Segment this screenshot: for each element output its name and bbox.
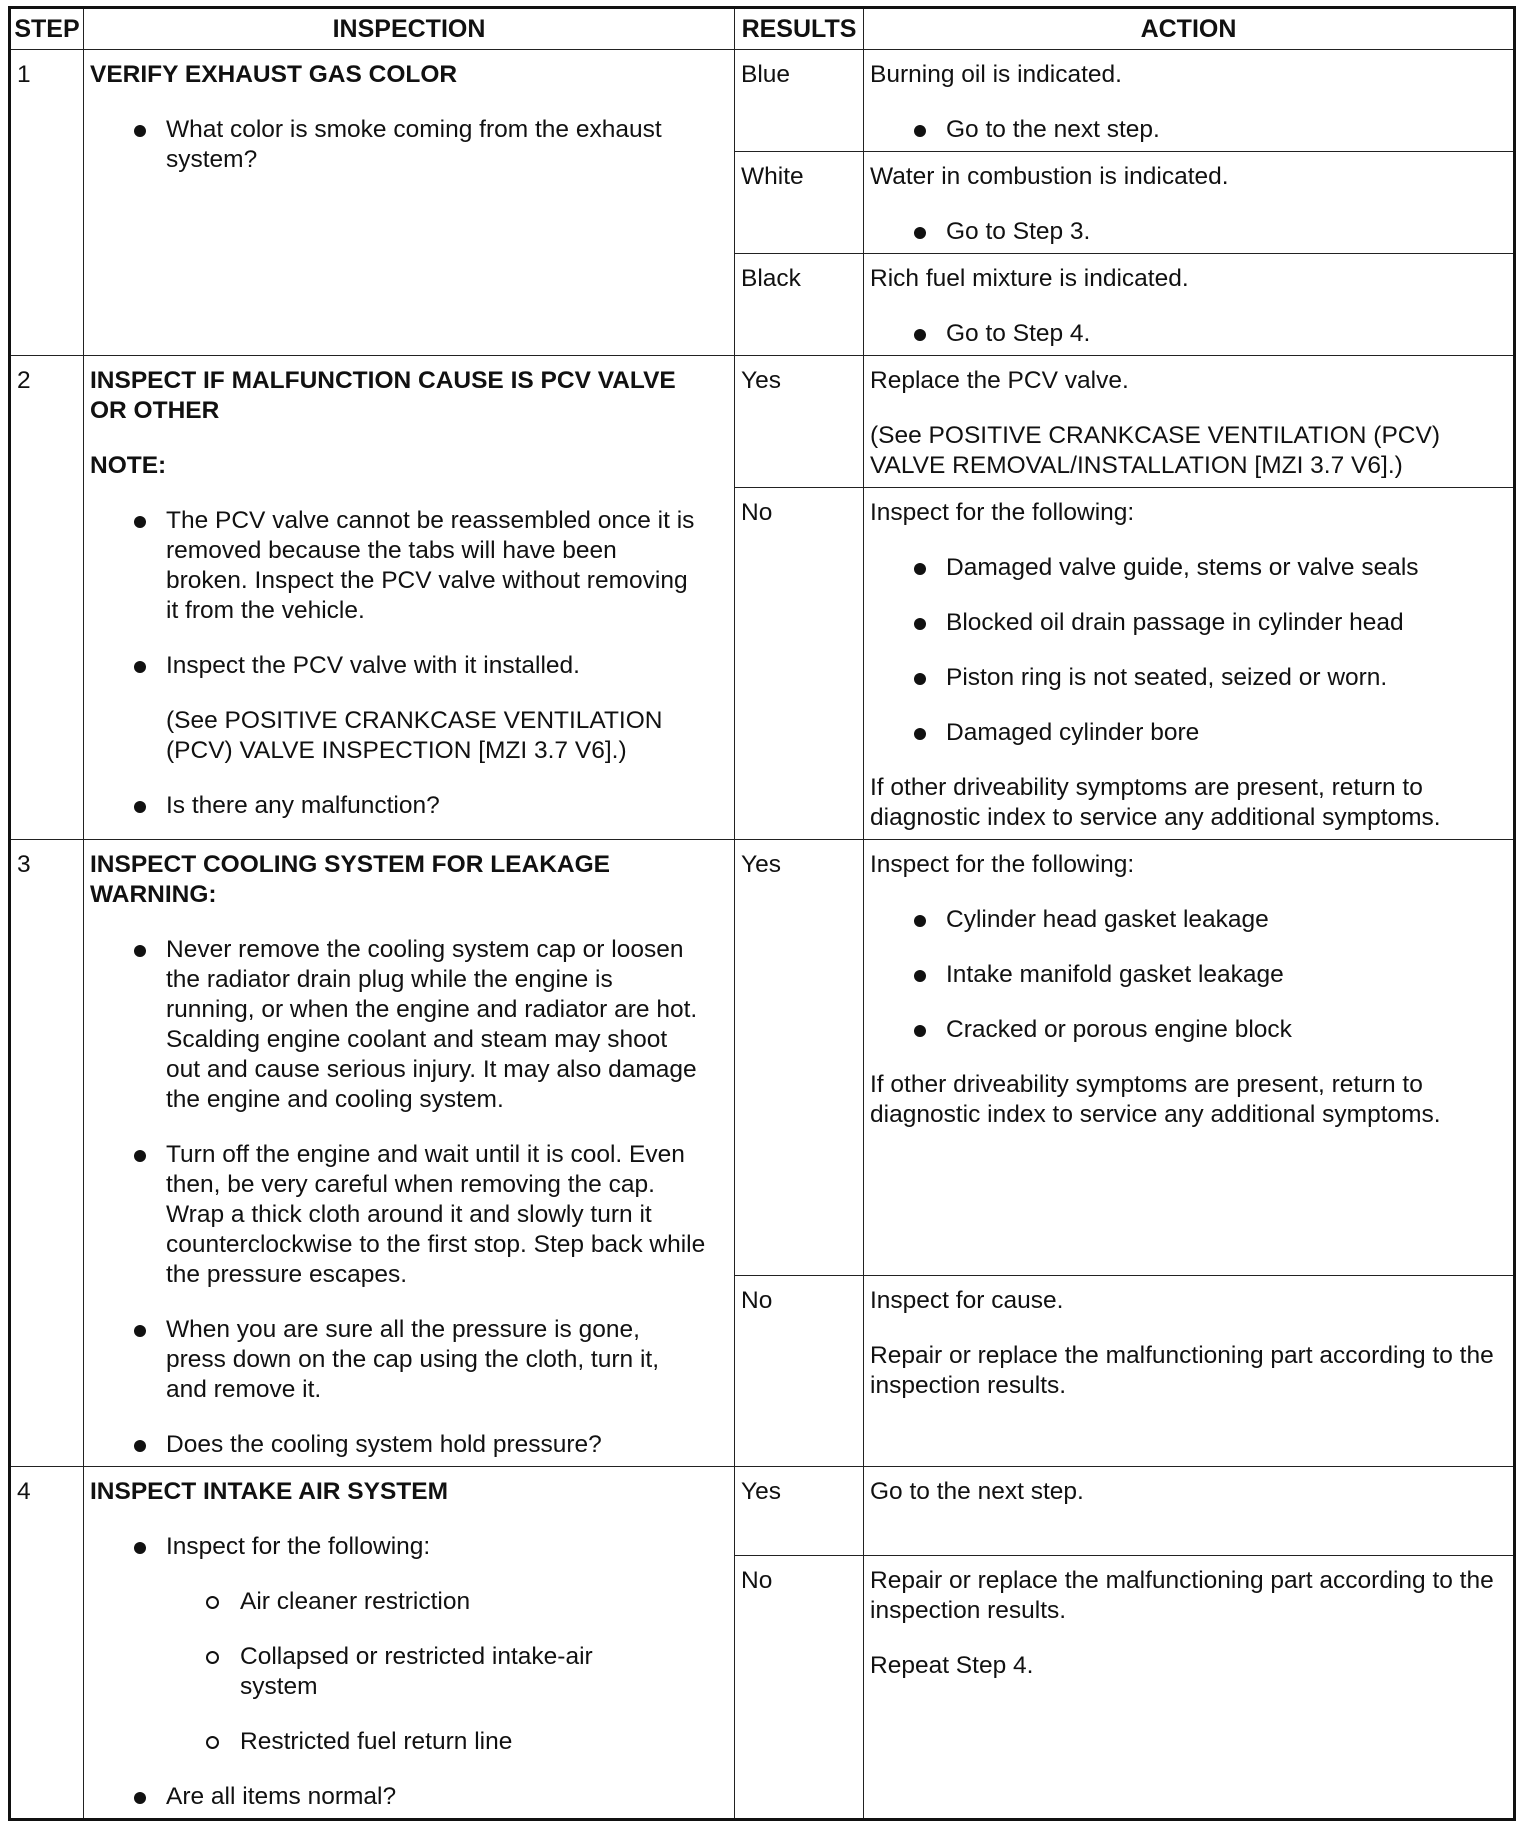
inspection-cell	[84, 840, 735, 1467]
action-cell: Inspect for the following: Damaged valve guide, stems or valve seals Blocked oil drain passage in cylinder head Piston ring is not seated, seized or worn. Damaged cylinder bore If other driveability symptoms are present, return to diagnostic index to service any additional symptoms.	[864, 488, 1515, 840]
header-step: STEP	[10, 8, 84, 50]
step-number: 1	[10, 50, 84, 356]
inspection-title: INSPECT IF MALFUNCTION CAUSE IS PCV VALVE OR OTHER	[90, 367, 676, 424]
result-label: No	[735, 1276, 864, 1467]
see-reference: (See POSITIVE CRANKCASE VENTILATION (PCV) VALVE REMOVAL/INSTALLATION [MZI 3.7 V6].)	[870, 422, 1440, 479]
inspection-title: INSPECT INTAKE AIR SYSTEM	[90, 1478, 449, 1505]
result-label: Blue	[735, 50, 864, 152]
list-item: Does the cooling system hold pressure?	[90, 1430, 728, 1460]
result-label: White	[735, 152, 864, 254]
inspection-title: INSPECT COOLING SYSTEM FOR LEAKAGE	[90, 851, 610, 878]
list-item: Cylinder head gasket leakage	[870, 905, 1507, 935]
list-item: What color is smoke coming from the exhaust system?	[90, 115, 728, 175]
header-row	[10, 8, 1515, 50]
action-cell: Water in combustion is indicated. Go to Step 3.	[864, 152, 1515, 254]
result-label: No	[735, 1555, 864, 1819]
sub-list-item: Collapsed or restricted intake-air system	[90, 1642, 728, 1702]
table-row	[10, 356, 1515, 488]
list-item: Damaged cylinder bore	[870, 718, 1507, 748]
header-action: ACTION	[864, 8, 1515, 50]
table-row	[10, 840, 1515, 1276]
step-number: 2	[10, 356, 84, 840]
list-item: Intake manifold gasket leakage	[870, 960, 1507, 990]
table-row	[10, 50, 1515, 152]
result-label: Yes	[735, 356, 864, 488]
action-cell: Go to the next step.	[864, 1467, 1515, 1556]
list-item: Is there any malfunction?	[90, 791, 728, 821]
table-row	[10, 1467, 1515, 1556]
action-cell: Repair or replace the malfunctioning part according to the inspection results. Repeat Step 4.	[864, 1555, 1515, 1819]
action-cell: Inspect for cause. Repair or replace the malfunctioning part according to the inspection results.	[864, 1276, 1515, 1467]
list-item: Inspect the PCV valve with it installed.	[90, 651, 728, 681]
list-item: Turn off the engine and wait until it is cool. Even then, be very careful when removing the cap. Wrap a thick cloth around it and slowly turn it counterclockwise to the first stop. Step back while the pressure escapes.	[90, 1140, 728, 1290]
inspection-cell	[84, 50, 735, 356]
diagnostic-table	[8, 6, 1516, 1821]
result-label: Black	[735, 254, 864, 356]
action-cell: Burning oil is indicated. Go to the next step.	[864, 50, 1515, 152]
inspection-title: VERIFY EXHAUST GAS COLOR	[90, 61, 458, 88]
list-item: The PCV valve cannot be reassembled once it is removed because the tabs will have been broken. Inspect the PCV valve without removing it from the vehicle.	[90, 506, 728, 626]
step-number: 4	[10, 1467, 84, 1820]
action-cell: Rich fuel mixture is indicated. Go to Step 4.	[864, 254, 1515, 356]
action-cell: Inspect for the following: Cylinder head gasket leakage Intake manifold gasket leakage Cracked or porous engine block If other driveability symptoms are present, return to diagnostic index to service any additional symptoms.	[864, 840, 1515, 1276]
diagnostic-procedure	[8, 6, 1513, 1821]
list-item: Go to Step 4.	[870, 319, 1507, 349]
see-reference: (See POSITIVE CRANKCASE VENTILATION (PCV) VALVE INSPECTION [MZI 3.7 V6].)	[166, 707, 663, 764]
inspection-cell	[84, 1467, 735, 1820]
list-item: Piston ring is not seated, seized or worn.	[870, 663, 1507, 693]
list-item: Go to the next step.	[870, 115, 1507, 145]
action-cell: Replace the PCV valve. (See POSITIVE CRANKCASE VENTILATION (PCV) VALVE REMOVAL/INSTALLATION [MZI 3.7 V6].)	[864, 356, 1515, 488]
sub-list-item: Air cleaner restriction	[90, 1587, 728, 1617]
list-item: Blocked oil drain passage in cylinder head	[870, 608, 1507, 638]
header-results: RESULTS	[735, 8, 864, 50]
list-item: Are all items normal?	[90, 1782, 728, 1812]
sub-list-item: Restricted fuel return line	[90, 1727, 728, 1757]
list-item: When you are sure all the pressure is gone, press down on the cap using the cloth, turn it, and remove it.	[90, 1315, 728, 1405]
result-label: Yes	[735, 1467, 864, 1556]
result-label: Yes	[735, 840, 864, 1276]
list-item: Damaged valve guide, stems or valve seals	[870, 553, 1507, 583]
list-item: Go to Step 3.	[870, 217, 1507, 247]
note-label: NOTE:	[90, 452, 167, 479]
warning-label: WARNING:	[90, 881, 217, 908]
header-inspection: INSPECTION	[84, 8, 735, 50]
step-number: 3	[10, 840, 84, 1467]
list-item: Never remove the cooling system cap or loosen the radiator drain plug while the engine is running, or when the engine and radiator are hot. Scalding engine coolant and steam may shoot out and cause serious injury. It may also damage the engine and cooling system.	[90, 935, 728, 1115]
list-item: Inspect for the following:	[90, 1532, 728, 1562]
list-item: Cracked or porous engine block	[870, 1015, 1507, 1045]
inspection-cell	[84, 356, 735, 840]
result-label: No	[735, 488, 864, 840]
